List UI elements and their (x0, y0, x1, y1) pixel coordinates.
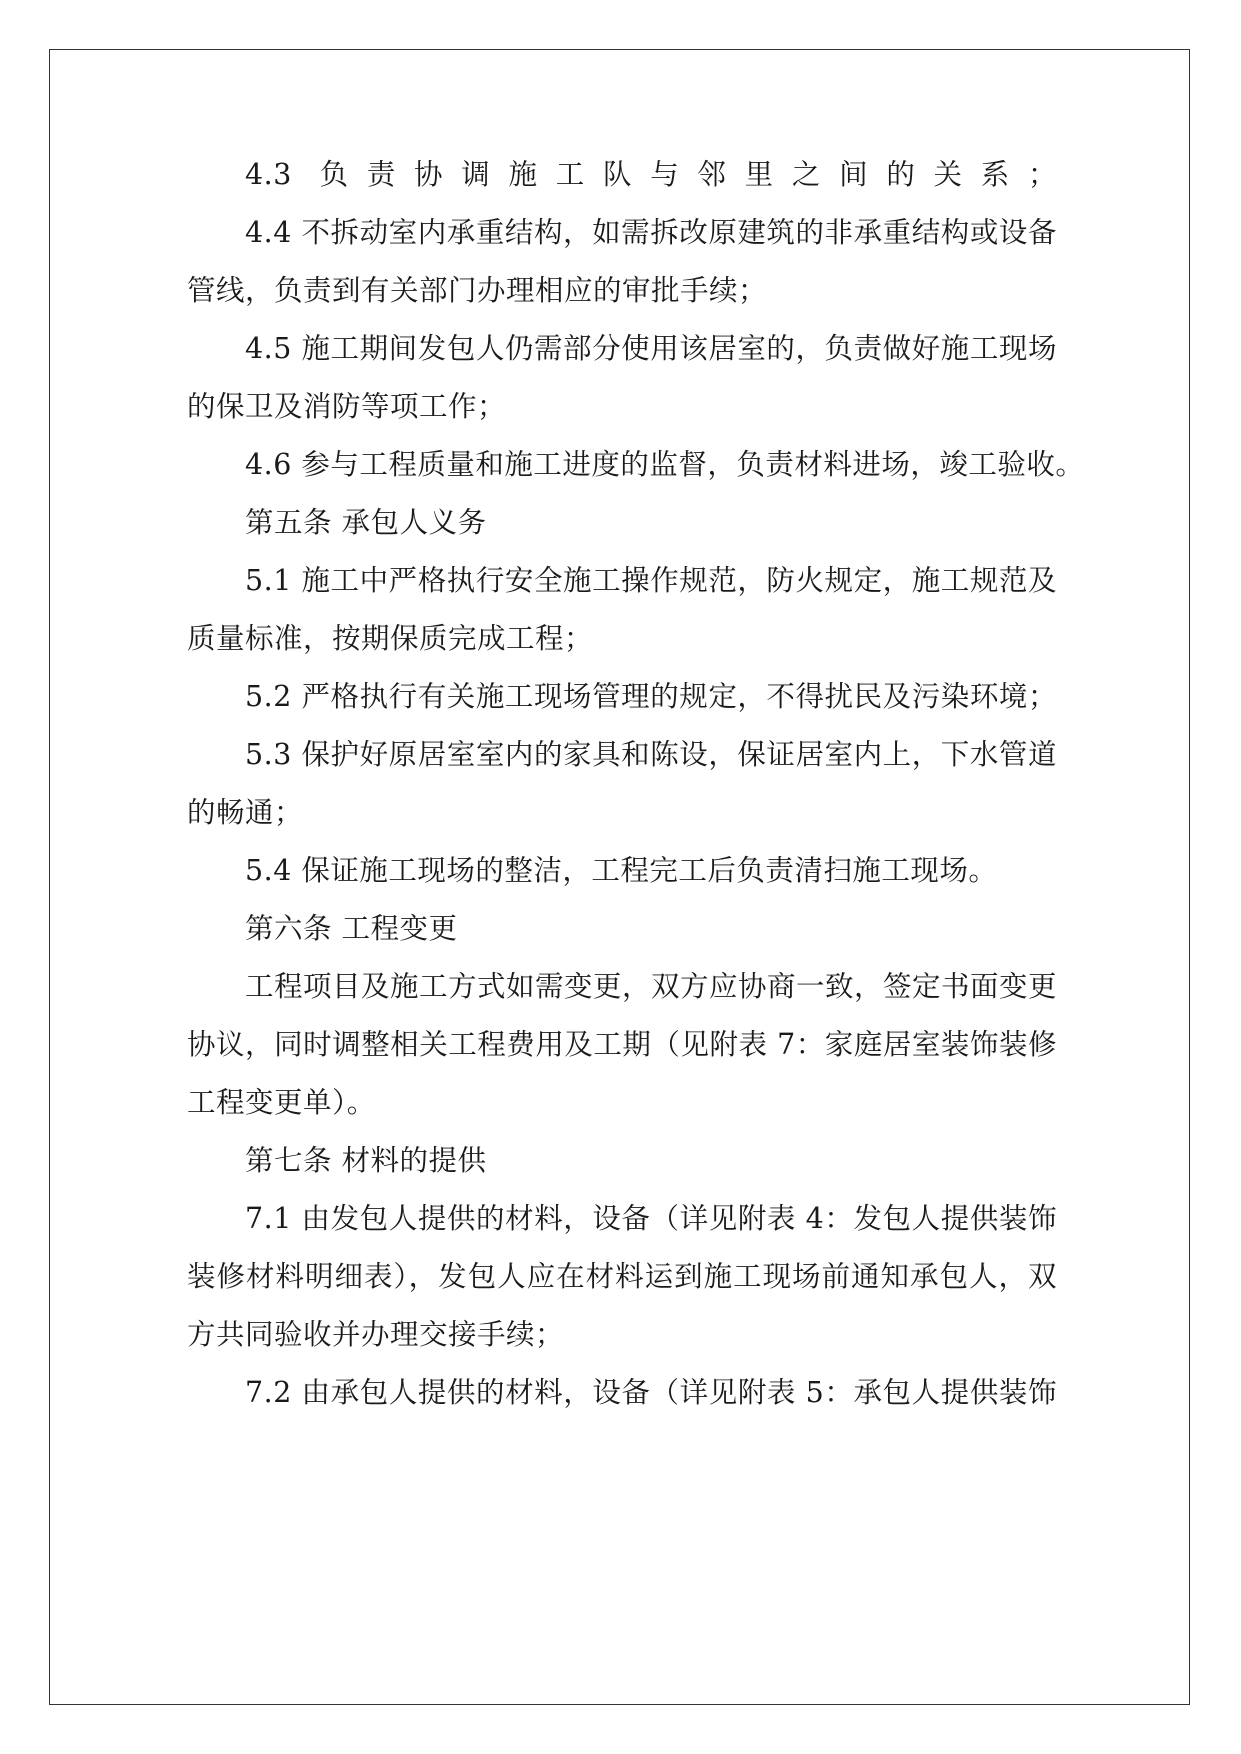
paragraph-line: 5.2 严格执行有关施工现场管理的规定，不得扰民及污染环境； (245, 680, 1057, 713)
paragraph-line: 的畅通； (187, 796, 304, 829)
paragraph-line: 7.2 由承包人提供的材料，设备（详见附表 5：承包人提供装饰 (245, 1376, 1057, 1409)
paragraph-line: 4.5 施工期间发包人仍需部分使用该居室的，负责做好施工现场 (245, 332, 1057, 365)
paragraph-line: 4.4 不拆动室内承重结构，如需拆改原建筑的非承重结构或设备 (245, 216, 1057, 249)
paragraph-line: 工程项目及施工方式如需变更，双方应协商一致，签定书面变更 (245, 970, 1058, 1003)
paragraph-line: 工程变更单）。 (187, 1086, 376, 1119)
paragraph-line: 装修材料明细表），发包人应在材料运到施工现场前通知承包人，双 (187, 1260, 1057, 1293)
paragraph-line: 5.1 施工中严格执行安全施工操作规范，防火规定，施工规范及 (245, 564, 1057, 597)
section-heading: 第六条 工程变更 (245, 912, 458, 945)
paragraph-line: 7.1 由发包人提供的材料，设备（详见附表 4：发包人提供装饰 (245, 1202, 1057, 1235)
paragraph-line: 5.3 保护好原居室室内的家具和陈设，保证居室内上，下水管道 (245, 738, 1057, 771)
section-heading: 第五条 承包人义务 (245, 506, 487, 539)
paragraph-line: 方共同验收并办理交接手续； (187, 1318, 565, 1351)
section-heading: 第七条 材料的提供 (245, 1144, 487, 1177)
paragraph-line: 的保卫及消防等项工作； (187, 390, 507, 423)
paragraph-line: 5.4 保证施工现场的整洁，工程完工后负责清扫施工现场。 (245, 854, 998, 887)
paragraph-line: 管线，负责到有关部门办理相应的审批手续； (187, 274, 768, 307)
paragraph-line: 4.6 参与工程质量和施工进度的监督，负责材料进场，竣工验收。 (245, 448, 1085, 481)
paragraph-line: 4.3 负责协调施工队与邻里之间的关系； (245, 158, 1057, 191)
paragraph-line: 协议，同时调整相关工程费用及工期（见附表 7：家庭居室装饰装修 (187, 1028, 1057, 1061)
paragraph-line: 质量标准，按期保质完成工程； (187, 622, 594, 655)
